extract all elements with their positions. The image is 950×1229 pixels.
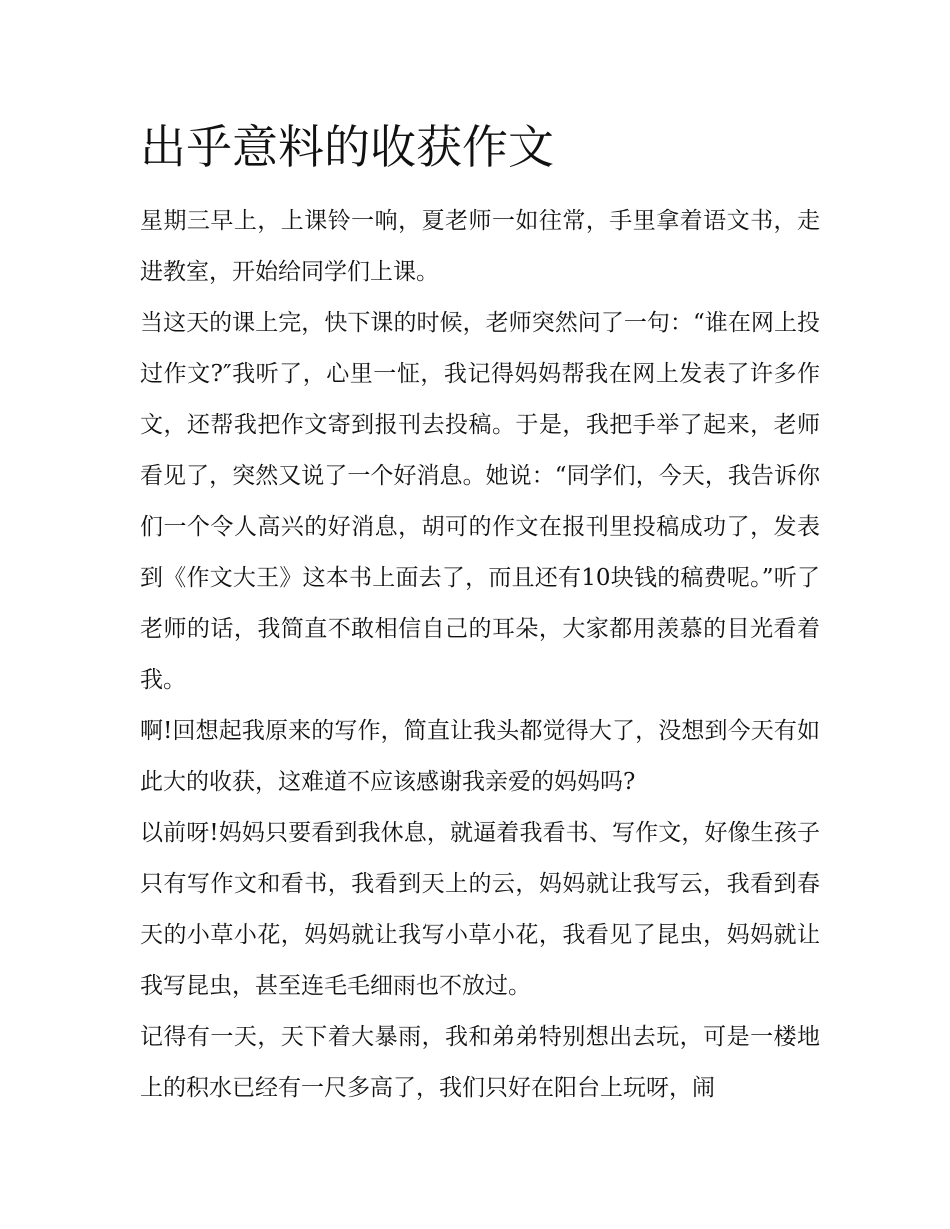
document-title: 出乎意料的收获作文 — [140, 120, 554, 174]
paragraph-5: 记得有一天，天下着大暴雨，我和弟弟特别想出去玩，可是一楼地上的积水已经有一尺多高了，我们只好在阳台上玩呀，闹 — [140, 1024, 820, 1101]
paragraph-2: 当这天的课上完，快下课的时候，老师突然问了一句：“谁在网上投过作文?″我听了，心里一怔，我记得妈妈帮我在网上发表了许多作文，还帮我把作文寄到报刊去投稿。于是，我把手举了起来，老师看见了，突然又说了一个好消息。她说：“同学们，今天，我告诉你们一个令人高兴的好消息，胡可的作文在报刊里投稿成功了，发表到《作文大王》这本书上面去了，而且还有10块钱的稿费呢。”听了老师的话，我简直不敢相信自己的耳朵，大家都用羡慕的目光看着我。 — [140, 310, 820, 693]
paragraph-1: 星期三早上，上课铃一响，夏老师一如往常，手里拿着语文书，走进教室，开始给同学们上课。 — [140, 208, 820, 285]
paragraph-3: 啊!回想起我原来的写作，简直让我头都觉得大了，没想到今天有如此大的收获，这难道不应该感谢我亲爱的妈妈吗? — [140, 718, 820, 795]
document-page — [140, 112, 820, 1114]
paragraph-4: 以前呀!妈妈只要看到我休息，就逼着我看书、写作文，好像生孩子只有写作文和看书，我看到天上的云，妈妈就让我写云，我看到春天的小草小花，妈妈就让我写小草小花，我看见了昆虫，妈妈就让我写昆虫，甚至连毛毛细雨也不放过。 — [140, 820, 820, 999]
